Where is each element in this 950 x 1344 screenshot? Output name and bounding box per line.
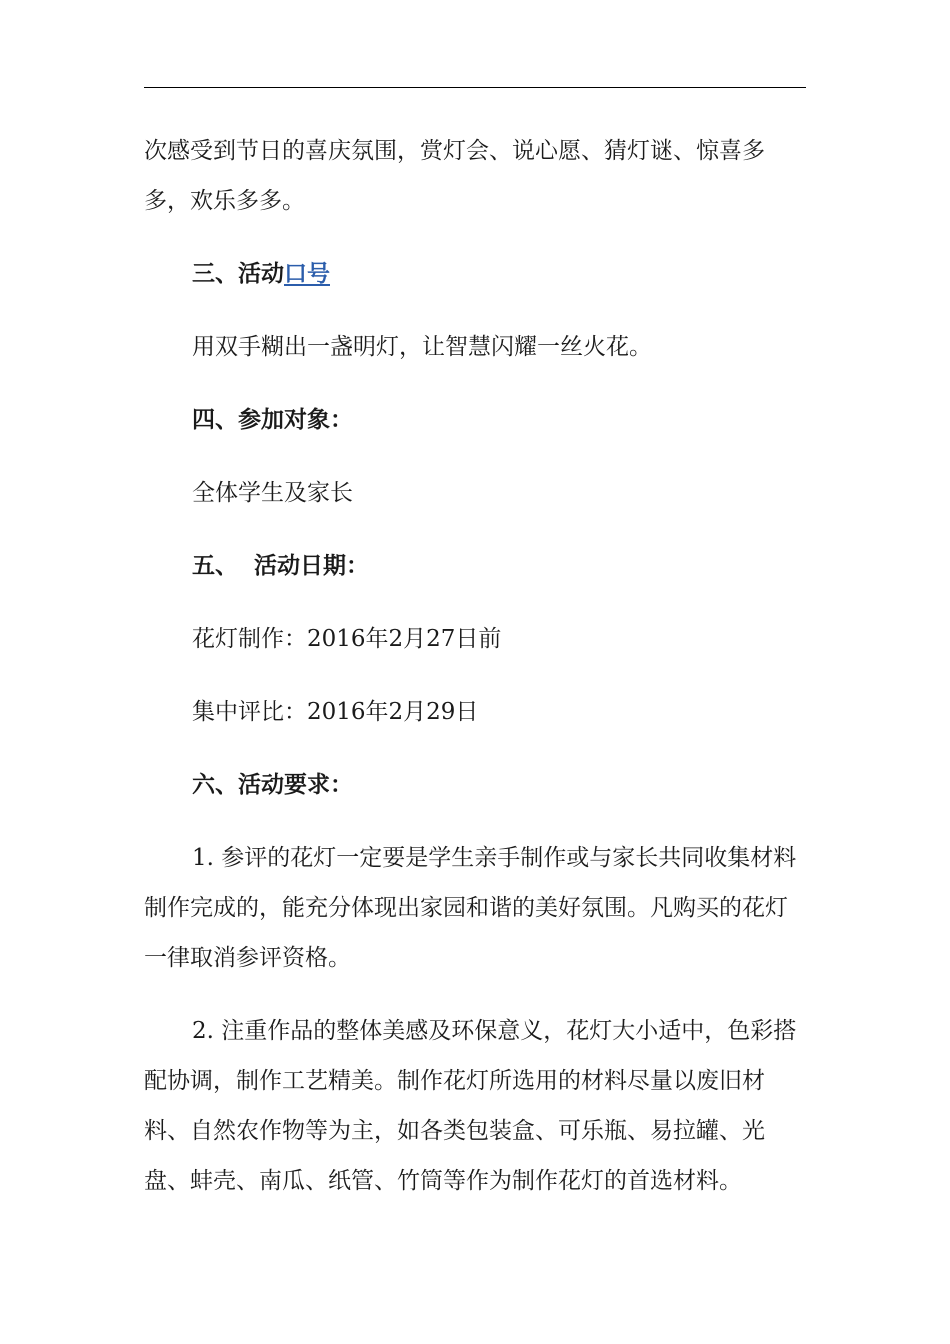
document-body [144, 126, 806, 1229]
section-5-line-1: 花灯制作：2016年2月27日前 [192, 626, 502, 652]
section-6-heading: 六、活动要求： [192, 771, 353, 798]
section-5-heading: 五、 活动日期： [192, 552, 370, 579]
header-rule [144, 87, 806, 88]
section-4-heading: 四、参加对象： [192, 406, 353, 433]
section-3-body: 用双手糊出一盏明灯，让智慧闪耀一丝火花。 [192, 334, 652, 360]
section-3-heading-text: 三、活动 [192, 260, 284, 287]
requirement-item-1: 1. 参评的花灯一定要是学生亲手制作或与家长共同收集材料制作完成的，能充分体现出家园和谐的美好氛围。凡购买的花灯一律取消参评资格。 [144, 845, 797, 971]
requirement-item-2: 2. 注重作品的整体美感及环保意义，花灯大小适中，色彩搭配协调，制作工艺精美。制作花灯所选用的材料尽量以废旧材料、自然农作物等为主，如各类包装盒、可乐瓶、易拉罐、光盘、蚌壳、南瓜、纸管、竹筒等作为制作花灯的首选材料。 [144, 1018, 797, 1194]
section-4-body: 全体学生及家长 [192, 480, 353, 506]
continuation-paragraph: 次感受到节日的喜庆氛围，赏灯会、说心愿、猜灯谜、惊喜多多，欢乐多多。 [144, 138, 765, 214]
slogan-link[interactable]: 口号 [284, 260, 330, 287]
section-3-heading [144, 249, 806, 299]
section-5-line-2: 集中评比：2016年2月29日 [192, 699, 479, 725]
